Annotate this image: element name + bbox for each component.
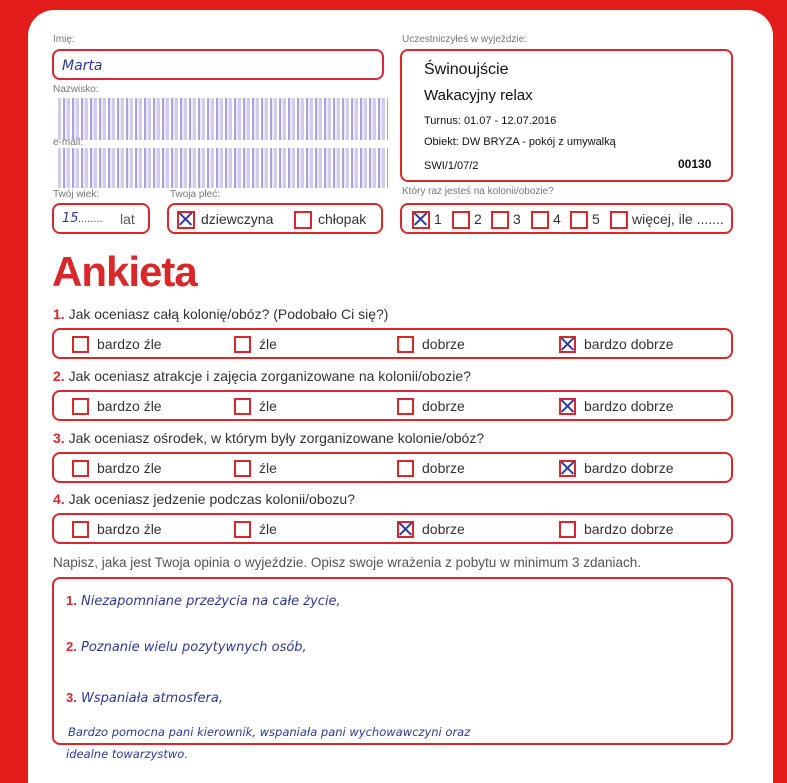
times-checkbox-4[interactable]	[531, 211, 549, 229]
q4-opt-bardzo-zle: bardzo źle	[97, 521, 162, 537]
q2-opt-zle: źle	[259, 398, 277, 414]
gender-male-checkbox[interactable]	[294, 211, 312, 229]
q3-opt-bardzo-zle: bardzo źle	[97, 460, 162, 476]
email-redacted	[58, 148, 388, 188]
question-1-answers	[52, 328, 733, 359]
times-label-4: 4	[553, 211, 561, 227]
opinion-line-3-text: Wspaniała atmosfera,	[80, 691, 223, 706]
times-label-2: 2	[474, 211, 482, 227]
age-field[interactable]	[52, 203, 150, 234]
opinion-line-1	[66, 593, 341, 609]
q1-opt-zle: źle	[259, 336, 277, 352]
q1-dobrze-checkbox[interactable]	[397, 336, 414, 353]
q2-opt-dobrze: dobrze	[422, 398, 465, 414]
q4-opt-bardzo-dobrze: bardzo dobrze	[584, 521, 674, 537]
question-4	[53, 491, 355, 507]
name-value: Marta	[62, 58, 103, 74]
question-4-num: 4.	[53, 491, 65, 507]
opinion-prompt: Napisz, jaka jest Twoja opinia o wyjeździe. Opisz swoje wrażenia z pobytu w minimum 3 zdaniach.	[53, 555, 642, 570]
opinion-line-3-num: 3.	[66, 690, 77, 705]
opinion-extra-2: idealne towarzystwo.	[66, 747, 188, 761]
trip-box	[400, 49, 733, 182]
opinion-line-1-num: 1.	[66, 593, 77, 608]
opinion-line-2-text: Poznanie wielu pozytywnych osób,	[80, 640, 307, 655]
q1-opt-dobrze: dobrze	[422, 336, 465, 352]
times-label: Który raz jesteś na kolonii/obozie?	[402, 186, 554, 197]
q3-opt-bardzo-dobrze: bardzo dobrze	[584, 460, 674, 476]
q3-bardzo-dobrze-checkbox[interactable]	[559, 460, 576, 477]
question-4-text: Jak oceniasz jedzenie podczas kolonii/obozu?	[68, 491, 355, 507]
q4-zle-checkbox[interactable]	[234, 521, 251, 538]
opinion-line-3	[66, 690, 223, 706]
q3-dobrze-checkbox[interactable]	[397, 460, 414, 477]
trip-turnus: Turnus: 01.07 - 12.07.2016	[424, 115, 557, 127]
opinion-line-2	[66, 639, 307, 655]
email-label: e-mail:	[53, 137, 84, 148]
q3-opt-dobrze: dobrze	[422, 460, 465, 476]
q4-opt-dobrze: dobrze	[422, 521, 465, 537]
name-field[interactable]	[52, 49, 384, 80]
page-title: Ankieta	[52, 248, 197, 295]
q1-zle-checkbox[interactable]	[234, 336, 251, 353]
gender-female-checkbox[interactable]	[177, 211, 195, 229]
times-checkbox-5[interactable]	[570, 211, 588, 229]
times-label-3: 3	[513, 211, 521, 227]
question-1-text: Jak oceniasz całą kolonię/obóz? (Podobało Ci się?)	[68, 306, 389, 322]
question-2-text: Jak oceniasz atrakcje i zajęcia zorganizowane na kolonii/obozie?	[68, 368, 471, 384]
question-2-num: 2.	[53, 368, 65, 384]
opinion-box[interactable]	[52, 577, 733, 745]
q4-bardzo-dobrze-checkbox[interactable]	[559, 521, 576, 538]
opinion-extra-1: Bardzo pomocna pani kierownik, wspaniała pani wychowawczyni oraz	[68, 725, 471, 739]
name-label: Imię:	[53, 34, 75, 45]
q3-zle-checkbox[interactable]	[234, 460, 251, 477]
question-2	[53, 368, 471, 384]
question-1-num: 1.	[53, 306, 65, 322]
age-label: Twój wiek:	[53, 189, 100, 200]
q1-opt-bardzo-zle: bardzo źle	[97, 336, 162, 352]
q2-opt-bardzo-zle: bardzo źle	[97, 398, 162, 414]
times-checkbox-1[interactable]	[412, 211, 430, 229]
gender-label: Twoja płeć:	[170, 189, 221, 200]
trip-code: SWI/1/07/2	[424, 160, 479, 172]
q4-opt-zle: źle	[259, 521, 277, 537]
q2-opt-bardzo-dobrze: bardzo dobrze	[584, 398, 674, 414]
opinion-line-1-text: Niezapomniane przeżycia na całe życie,	[80, 594, 341, 609]
question-3-answers	[52, 452, 733, 483]
q4-dobrze-checkbox[interactable]	[397, 521, 414, 538]
question-3	[53, 430, 484, 446]
question-3-text: Jak oceniasz ośrodek, w którym były zorganizowane kolonie/obóz?	[68, 430, 485, 446]
gender-female-label: dziewczyna	[201, 211, 274, 227]
times-field	[400, 203, 733, 234]
trip-program: Wakacyjny relax	[424, 87, 533, 104]
times-label-1: 1	[434, 211, 442, 227]
question-1	[53, 306, 388, 322]
surname-label: Nazwisko:	[53, 84, 99, 95]
q2-dobrze-checkbox[interactable]	[397, 398, 414, 415]
question-2-answers	[52, 390, 733, 421]
q3-bardzo-zle-checkbox[interactable]	[72, 460, 89, 477]
gender-male-label: chłopak	[318, 211, 367, 227]
trip-label: Uczestniczyłeś w wyjeździe:	[402, 34, 528, 45]
trip-city: Świnoujście	[424, 61, 509, 78]
q2-zle-checkbox[interactable]	[234, 398, 251, 415]
surname-redacted	[58, 98, 388, 140]
trip-number: 00130	[678, 157, 712, 171]
question-3-num: 3.	[53, 430, 65, 446]
times-label-more: więcej, ile .......	[632, 211, 724, 227]
q2-bardzo-dobrze-checkbox[interactable]	[559, 398, 576, 415]
q4-bardzo-zle-checkbox[interactable]	[72, 521, 89, 538]
age-unit: lat	[120, 211, 135, 227]
times-checkbox-3[interactable]	[491, 211, 509, 229]
question-4-answers	[52, 513, 733, 544]
times-label-5: 5	[592, 211, 600, 227]
q2-bardzo-zle-checkbox[interactable]	[72, 398, 89, 415]
times-checkbox-more[interactable]	[610, 211, 628, 229]
opinion-line-2-num: 2.	[66, 639, 77, 654]
q3-opt-zle: źle	[259, 460, 277, 476]
q1-bardzo-zle-checkbox[interactable]	[72, 336, 89, 353]
q1-opt-bardzo-dobrze: bardzo dobrze	[584, 336, 674, 352]
age-dots: ........	[78, 213, 103, 225]
age-value: 15	[62, 211, 79, 226]
gender-field	[167, 203, 383, 234]
times-checkbox-2[interactable]	[452, 211, 470, 229]
q1-bardzo-dobrze-checkbox[interactable]	[559, 336, 576, 353]
trip-obiekt: Obiekt: DW BRYZA - pokój z umywalką	[424, 136, 616, 148]
